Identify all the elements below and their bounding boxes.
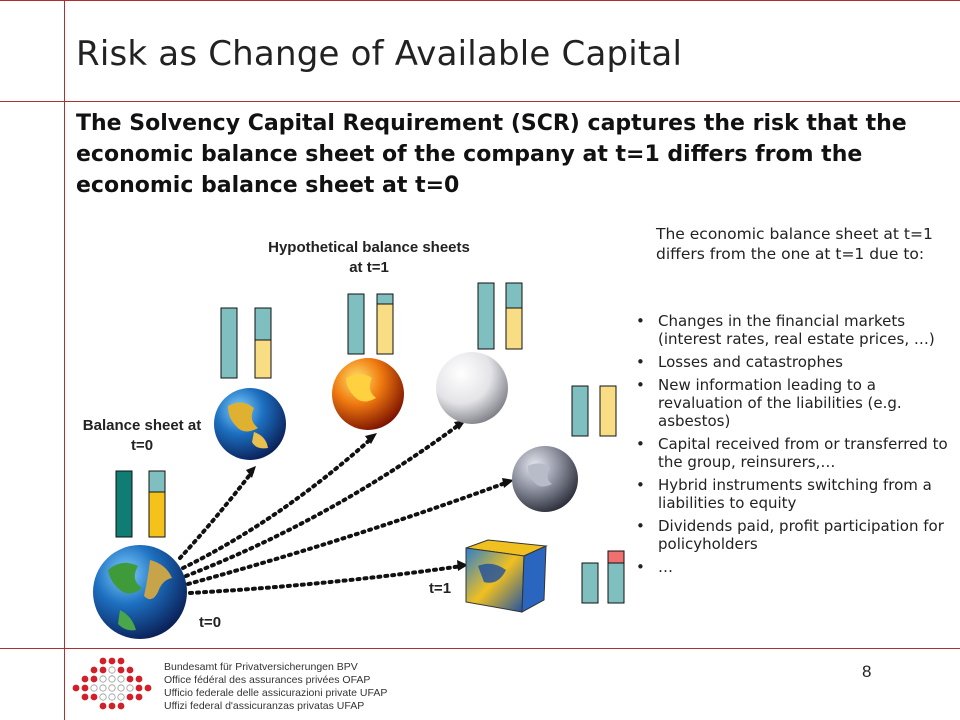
reason-text: Capital received from or transferred to the group, reinsurers,… xyxy=(658,435,948,471)
reason-text: New information leading to a revaluation of the liabilities (e.g. asbestos) xyxy=(658,376,902,430)
reason-text: Dividends paid, profit participation for policyholders xyxy=(658,517,944,553)
scenario1-liabilities-bar xyxy=(255,308,271,340)
page-number: 8 xyxy=(862,662,872,681)
slide-title: Risk as Change of Available Capital xyxy=(76,34,683,74)
scenario3-equity-bar xyxy=(506,308,522,349)
reason-item-financial-markets xyxy=(630,312,952,348)
scenario5-liabilities-bar xyxy=(608,563,624,603)
reason-item-ellipsis xyxy=(630,558,952,576)
scenario2-assets-bar xyxy=(348,294,364,354)
reason-text: Losses and catastrophes xyxy=(658,353,843,371)
scenario3-liabilities-bar xyxy=(506,283,522,308)
reason-text: Changes in the financial markets (interest rates, real estate prices, …) xyxy=(658,312,935,348)
slide-subtitle: The Solvency Capital Requirement (SCR) captures the risk that the economic balance sheet of the company at t=1 differs from the economic balance sheet at t=0 xyxy=(76,111,907,198)
earth-globe-icon xyxy=(93,545,187,639)
scenario4-assets-bar xyxy=(572,386,588,436)
reason-text: Hybrid instruments switching from a liabilities to equity xyxy=(658,476,932,512)
white-globe-icon xyxy=(436,352,508,424)
scenario3-assets-bar xyxy=(478,283,494,349)
agency-name-it: Ufficio federale delle assicurazioni private UFAP xyxy=(164,687,388,699)
bullet-icon: • xyxy=(636,376,645,394)
reason-text: … xyxy=(658,558,673,576)
bullet-icon: • xyxy=(636,476,645,494)
scenario1-equity-bar xyxy=(255,340,271,378)
heat-globe-icon xyxy=(332,358,404,430)
scenario4-equity-bar xyxy=(600,386,616,436)
t0-liabilities-bar xyxy=(149,471,165,492)
agency-name-rm: Uffizi federal d'assicuranzas privatas UFAP xyxy=(164,700,365,712)
reasons-list xyxy=(630,312,952,581)
agency-name-de: Bundesamt für Privatversicherungen BPV xyxy=(164,661,358,673)
bullet-icon: • xyxy=(636,353,645,371)
scenario5-loss-bar xyxy=(608,551,624,563)
earth-globe-icon xyxy=(214,388,286,460)
t0-assets-bar xyxy=(116,471,132,537)
bullet-icon: • xyxy=(636,435,645,453)
arrow-to-earth xyxy=(180,472,252,558)
reason-item-new-information xyxy=(630,376,952,430)
scenario5-assets-bar xyxy=(582,563,598,603)
label-t0: t=0 xyxy=(198,614,222,631)
explanation-intro: The economic balance sheet at t=1 differs from the one at t=1 due to: xyxy=(656,225,933,263)
bullet-icon: • xyxy=(636,312,645,330)
reason-item-capital-transfer xyxy=(630,435,952,471)
bullet-icon: • xyxy=(636,517,645,535)
label-hypothetical-sheets: Hypothetical balance sheets at t=1 xyxy=(268,239,470,276)
bullet-icon: • xyxy=(636,558,645,576)
reason-item-losses xyxy=(630,353,952,371)
data-cube-icon xyxy=(466,540,546,612)
label-balance-sheet-t0: Balance sheet at t=0 xyxy=(82,417,202,454)
scenario1-assets-bar xyxy=(221,308,237,378)
agency-name-block xyxy=(164,661,387,713)
t0-equity-bar xyxy=(149,492,165,537)
scenario2-liabilities-bar xyxy=(377,294,393,304)
reason-item-dividends xyxy=(630,517,952,553)
swiss-logo-icon xyxy=(72,656,158,712)
reason-item-hybrid-instruments xyxy=(630,476,952,512)
scenario2-equity-bar xyxy=(377,304,393,354)
agency-name-fr: Office fédéral des assurances privées OFAP xyxy=(164,674,371,686)
arrow-to-heat-globe xyxy=(183,438,372,568)
grey-globe-icon xyxy=(512,446,578,512)
label-t1: t=1 xyxy=(428,580,452,597)
